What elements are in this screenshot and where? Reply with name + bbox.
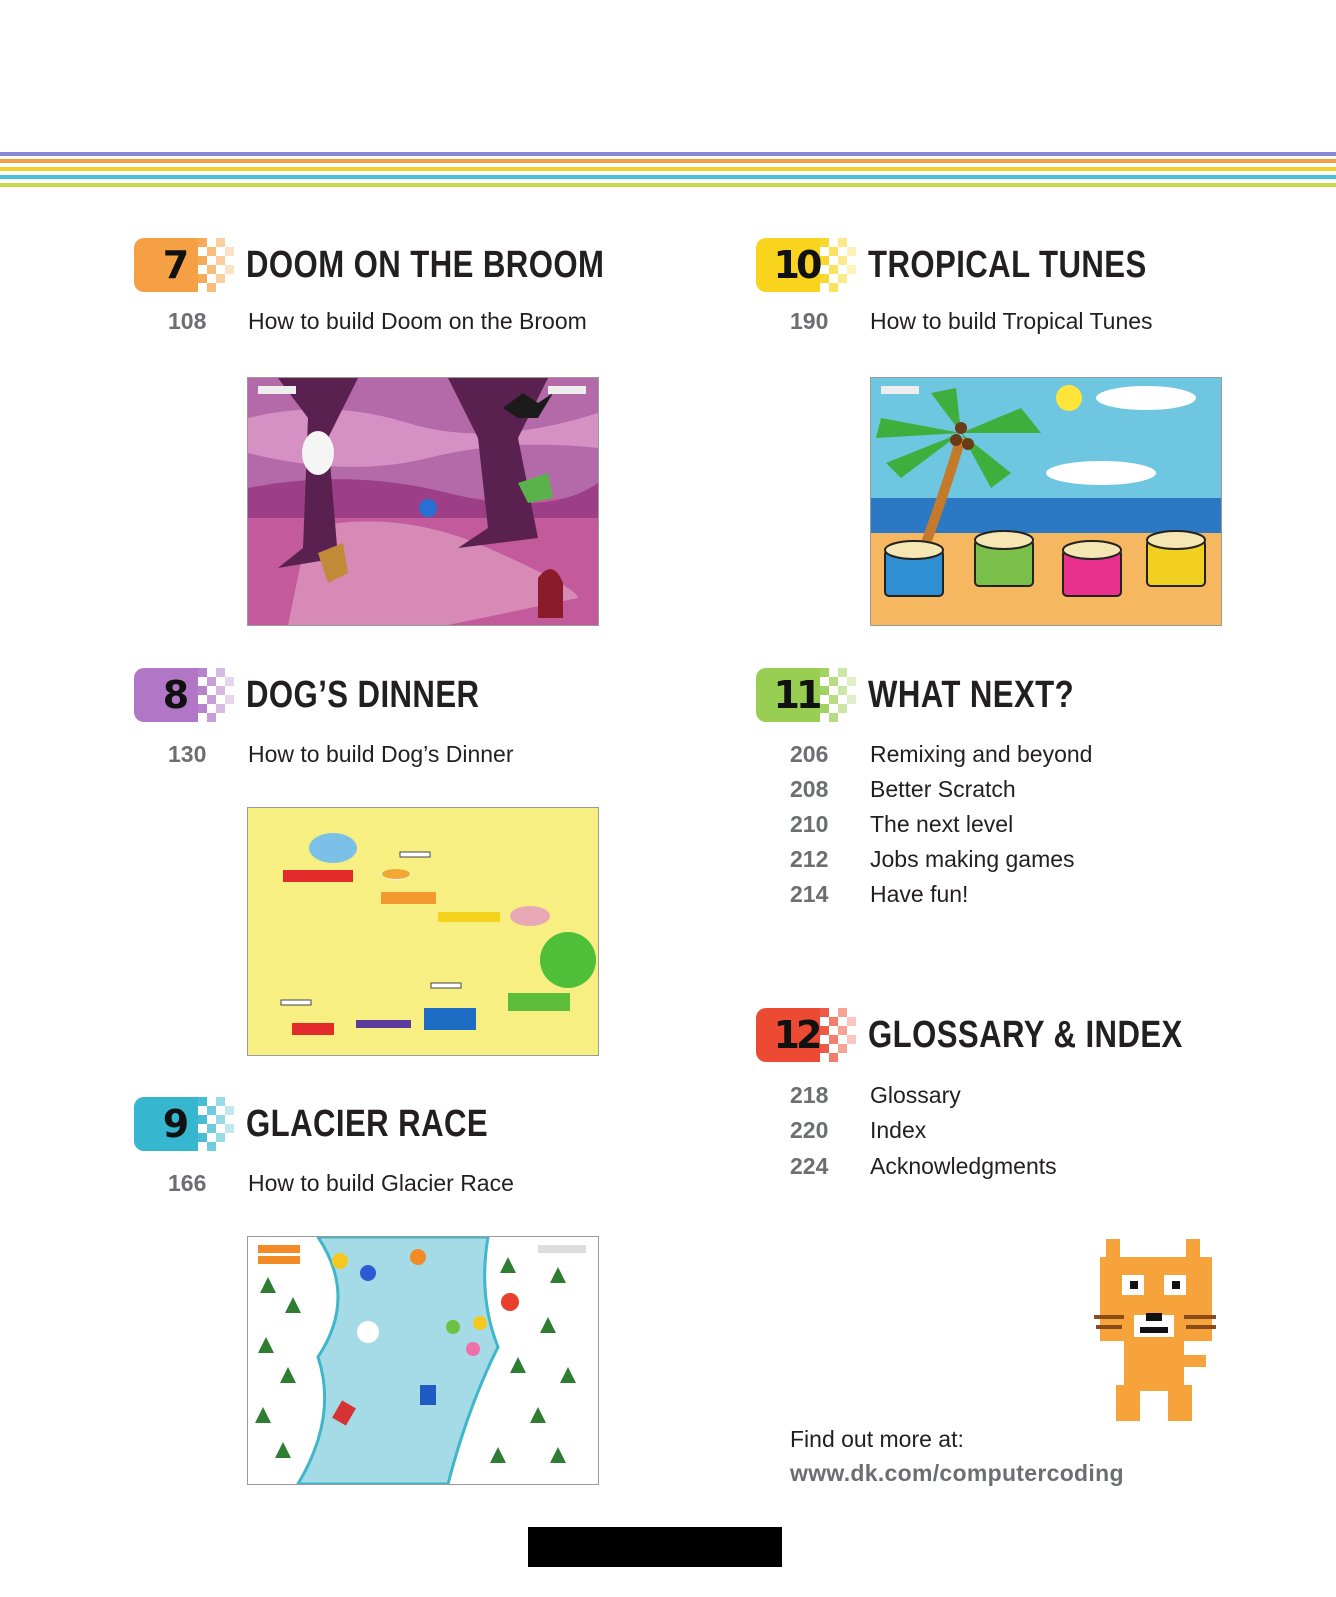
entry-title: Better Scratch — [870, 776, 1016, 802]
chapter-badge — [756, 1006, 856, 1064]
badge-pixel — [847, 1035, 856, 1044]
badge-pixel — [838, 704, 847, 713]
tropical-tunes-screenshot — [870, 377, 1222, 626]
badge-pixel — [838, 1008, 847, 1017]
chapter-number: 11 — [773, 673, 819, 717]
chapter-badge — [134, 236, 234, 294]
page-number: 206 — [790, 741, 829, 767]
header-stripe-purple — [0, 152, 1336, 156]
badge-pixel — [225, 677, 234, 686]
chapter-title: GLACIER RACE — [246, 1103, 489, 1145]
badge-pixel — [838, 256, 847, 265]
badge-pixel — [216, 1097, 225, 1106]
badge-pixel — [225, 265, 234, 274]
page-number: 212 — [790, 846, 829, 872]
footer-bar — [528, 1527, 782, 1567]
chapter-badge — [756, 236, 856, 294]
chapter-number: 12 — [773, 1013, 819, 1057]
entry-title: How to build Dog’s Dinner — [248, 741, 514, 767]
chapter-title: WHAT NEXT? — [868, 674, 1075, 716]
entry-title: The next level — [870, 811, 1014, 837]
entry-title: How to build Doom on the Broom — [248, 308, 587, 334]
entry-title: Jobs making games — [870, 846, 1075, 872]
entry-title: Remixing and beyond — [870, 741, 1093, 767]
page-number: 208 — [790, 776, 829, 802]
badge-pixel — [216, 686, 225, 695]
page-number: 130 — [168, 741, 207, 767]
chapter-title: DOG’S DINNER — [246, 674, 480, 716]
entry-title: How to build Tropical Tunes — [870, 308, 1153, 334]
chapter-title: GLOSSARY & INDEX — [868, 1014, 1183, 1056]
entry-title: How to build Glacier Race — [248, 1170, 514, 1196]
entry-title: Acknowledgments — [870, 1153, 1057, 1179]
header-stripe-orange — [0, 159, 1336, 163]
chapter-badge — [134, 1095, 234, 1153]
badge-pixel — [216, 274, 225, 283]
chapter-number: 8 — [162, 673, 186, 717]
page-number: 224 — [790, 1153, 829, 1179]
page-number: 214 — [790, 881, 829, 907]
glacier-race-screenshot — [247, 1236, 599, 1485]
entry-title: Have fun! — [870, 881, 969, 907]
badge-pixel — [847, 695, 856, 704]
badge-pixel — [838, 668, 847, 677]
pixel-cat-mascot — [1094, 1235, 1226, 1436]
header-stripe-blue — [0, 175, 1336, 179]
badge-pixel — [216, 1115, 225, 1124]
chapter-title: TROPICAL TUNES — [868, 244, 1147, 286]
badge-pixel — [847, 677, 856, 686]
badge-pixel — [847, 247, 856, 256]
entry-title: Glossary — [870, 1082, 961, 1108]
page-number: 210 — [790, 811, 829, 837]
badge-pixel — [216, 668, 225, 677]
badge-pixel — [847, 1017, 856, 1026]
badge-pixel — [225, 247, 234, 256]
badge-pixel — [838, 1026, 847, 1035]
badge-pixel — [847, 265, 856, 274]
page-number: 108 — [168, 308, 207, 334]
badge-pixel — [838, 238, 847, 247]
page-number: 190 — [790, 308, 829, 334]
badge-pixel — [216, 1133, 225, 1142]
page-number: 166 — [168, 1170, 207, 1196]
entry-title: Index — [870, 1117, 927, 1143]
badge-pixel — [216, 238, 225, 247]
badge-pixel — [838, 1044, 847, 1053]
chapter-number: 9 — [162, 1102, 186, 1146]
chapter-title: DOOM ON THE BROOM — [246, 244, 605, 286]
chapter-badge — [134, 666, 234, 724]
badge-pixel — [216, 704, 225, 713]
badge-pixel — [216, 256, 225, 265]
chapter-badge — [756, 666, 856, 724]
dogs-dinner-screenshot — [247, 807, 599, 1056]
chapter-number: 10 — [773, 243, 819, 287]
badge-pixel — [225, 1106, 234, 1115]
header-stripe-green — [0, 183, 1336, 187]
badge-pixel — [838, 274, 847, 283]
website-link[interactable]: www.dk.com/computercoding — [790, 1460, 1124, 1486]
page-number: 218 — [790, 1082, 829, 1108]
doom-on-the-broom-screenshot — [247, 377, 599, 626]
badge-pixel — [225, 1124, 234, 1133]
find-out-more-label: Find out more at: — [790, 1426, 964, 1452]
chapter-number: 7 — [162, 243, 186, 287]
header-stripe-yellow — [0, 167, 1336, 171]
badge-pixel — [838, 686, 847, 695]
badge-pixel — [225, 695, 234, 704]
page-number: 220 — [790, 1117, 829, 1143]
